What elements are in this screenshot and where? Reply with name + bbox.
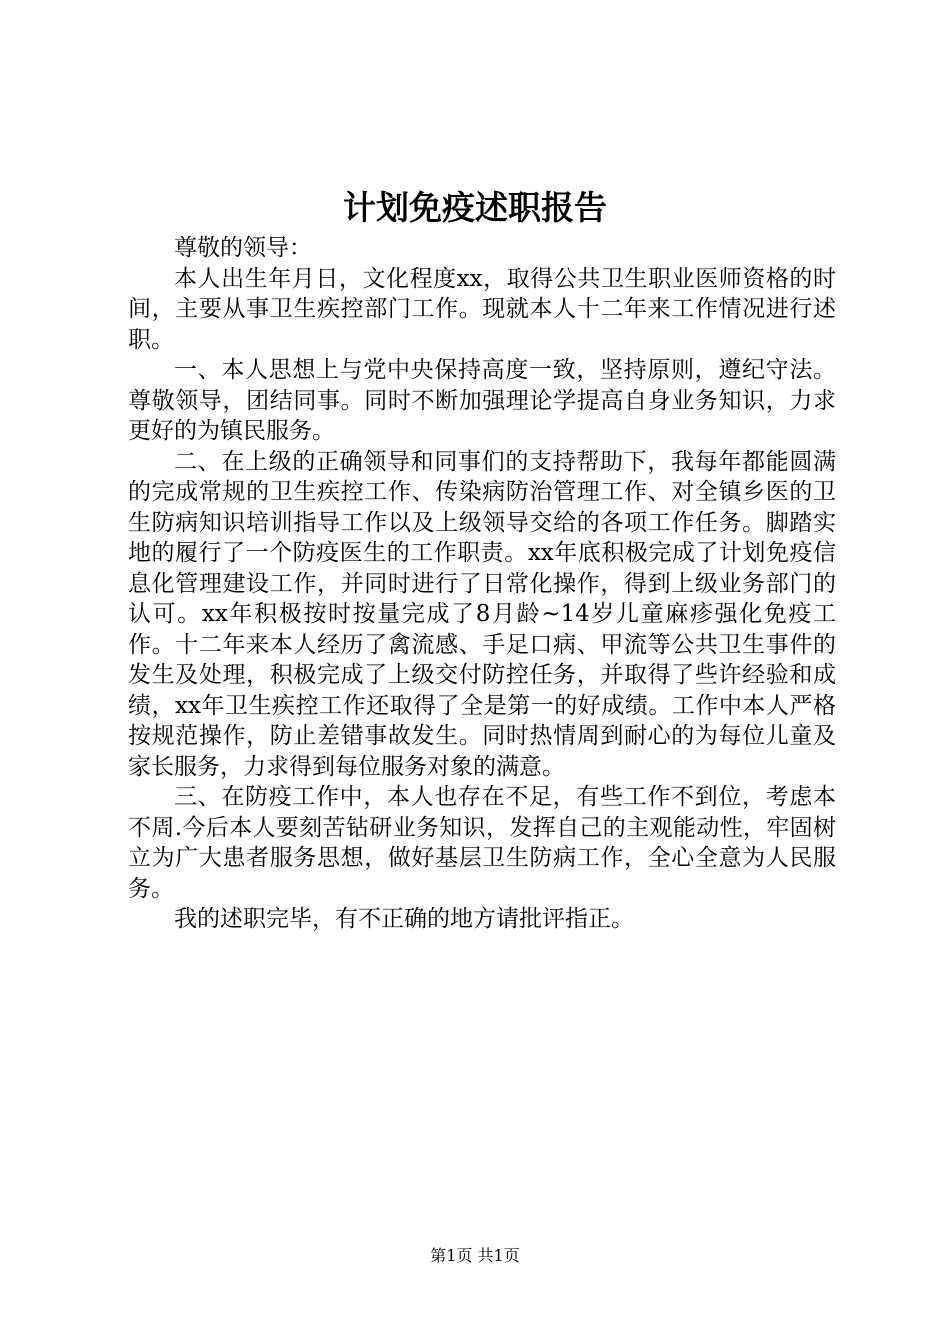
paragraph-section-3: 三、在防疫工作中，本人也存在不足，有些工作不到位，考虑本不周.今后本人要刻苦钻研业务知识，发挥自己的主观能动性，牢固树立为广大患者服务思想，做好基层卫生防病工作，全心全意为人民服务。 xyxy=(128,784,836,902)
salutation: 尊敬的领导： xyxy=(174,235,312,261)
paragraph-section-1: 一、本人思想上与党中央保持高度一致，坚持原则，遵纪守法。尊敬领导，团结同事。同时不断加强理论学提高自身业务知识，力求更好的为镇民服务。 xyxy=(128,357,836,444)
paragraph-closing: 我的述职完毕，有不正确的地方请批评指正。 xyxy=(174,906,634,932)
paragraph-section-2: 二、在上级的正确领导和同事们的支持帮助下，我每年都能圆满的完成常规的卫生疾控工作、传染病防治管理工作、对全镇乡医的卫生防病知识培训指导工作以及上级领导交给的各项工作任务。脚踏实地的履行了一个防疫医生的工作职责。xx年底积极完成了计划免疫信息化管理建设工作，并同时进行了日常化操作，得到上级业务部门的认可。xx年积极按时按量完成了8月龄~14岁儿童麻疹强化免疫工作。十二年来本人经历了禽流感、手足口病、甲流等公共卫生事件的发生及处理，积极完成了上级交付防控任务，并取得了些许经验和成绩，xx年卫生疾控工作还取得了全是第一的好成绩。工作中本人严格按规范操作，防止差错事故发生。同时热情周到耐心的为每位儿童及家长服务，力求得到每位服务对象的满意。 xyxy=(128,448,836,780)
page-footer: 第1页 共1页 xyxy=(430,1246,520,1265)
document-title: 计划免疫述职报告 xyxy=(343,188,607,227)
document-body xyxy=(128,233,836,935)
paragraph-intro: 本人出生年月日，文化程度xx，取得公共卫生职业医师资格的时间，主要从事卫生疾控部门工作。现就本人十二年来工作情况进行述职。 xyxy=(128,265,836,353)
